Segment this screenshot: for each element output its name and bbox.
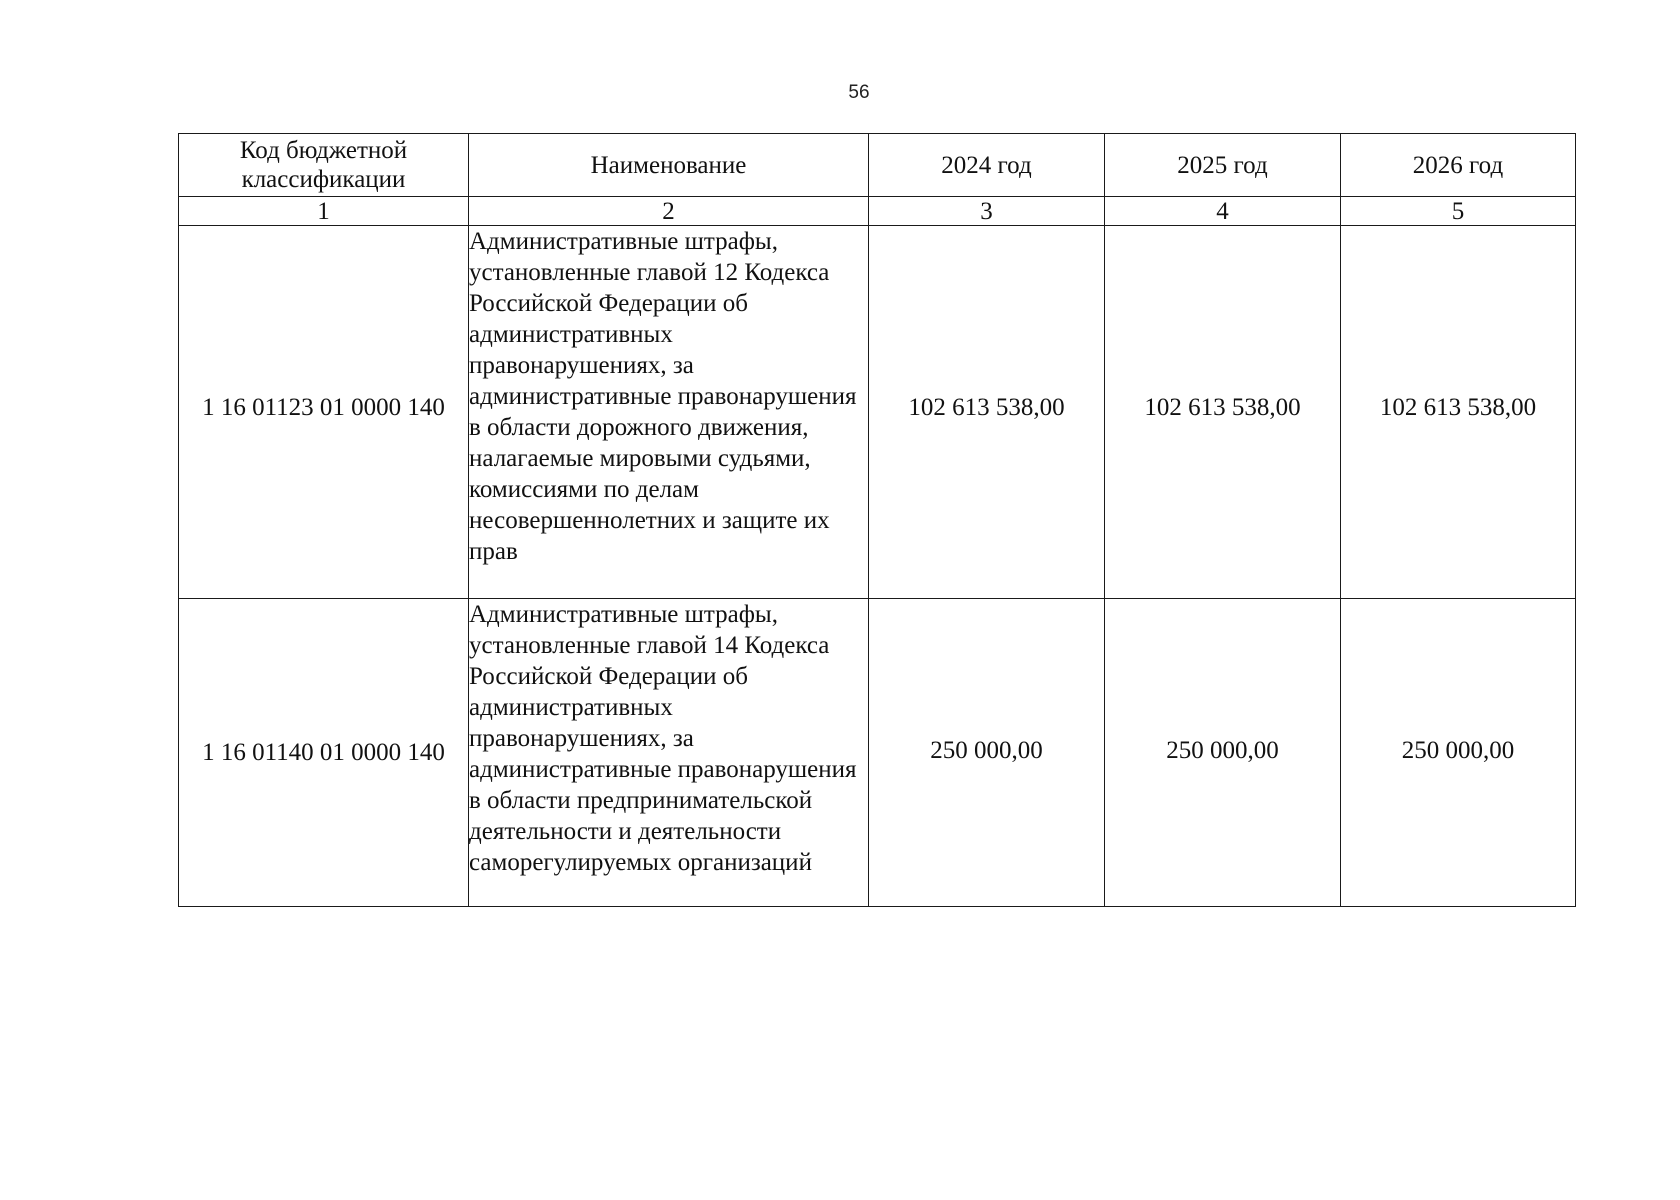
- budget-code-cell: 1 16 01140 01 0000 140: [179, 599, 469, 907]
- name-cell: Административные штрафы, установленные главой 14 Кодекса Российской Федерации об административных правонарушениях, за административные правонарушения в области предпринимательской деятельности и деятельности саморегулируемых организаций: [469, 599, 869, 907]
- header-budget-code: Код бюджетной классификации: [179, 134, 469, 197]
- column-number: 1: [179, 197, 469, 226]
- header-year-2025: 2025 год: [1105, 134, 1341, 197]
- amount-2026-cell: 102 613 538,00: [1341, 226, 1576, 599]
- amount-2024-cell: 102 613 538,00: [869, 226, 1105, 599]
- table-row: [179, 226, 1576, 599]
- amount-2025-cell: 102 613 538,00: [1105, 226, 1341, 599]
- amount-2024-cell: 250 000,00: [869, 599, 1105, 907]
- column-number: 3: [869, 197, 1105, 226]
- page-number: 56: [848, 82, 870, 103]
- column-number: 5: [1341, 197, 1576, 226]
- column-number: 2: [469, 197, 869, 226]
- column-number: 4: [1105, 197, 1341, 226]
- header-name: Наименование: [469, 134, 869, 197]
- amount-2026-cell: 250 000,00: [1341, 599, 1576, 907]
- amount-2025-cell: 250 000,00: [1105, 599, 1341, 907]
- header-year-2026: 2026 год: [1341, 134, 1576, 197]
- table-header-row: [179, 134, 1576, 197]
- budget-code-cell: 1 16 01123 01 0000 140: [179, 226, 469, 599]
- table-row: [179, 599, 1576, 907]
- column-number-row: [179, 197, 1576, 226]
- name-cell: Административные штрафы, установленные главой 12 Кодекса Российской Федерации об административных правонарушениях, за административные правонарушения в области дорожного движения, налагаемые мировыми судьями, комиссиями по делам несовершеннолетних и защите их прав: [469, 226, 869, 599]
- budget-revenue-table: [178, 133, 1576, 907]
- header-year-2024: 2024 год: [869, 134, 1105, 197]
